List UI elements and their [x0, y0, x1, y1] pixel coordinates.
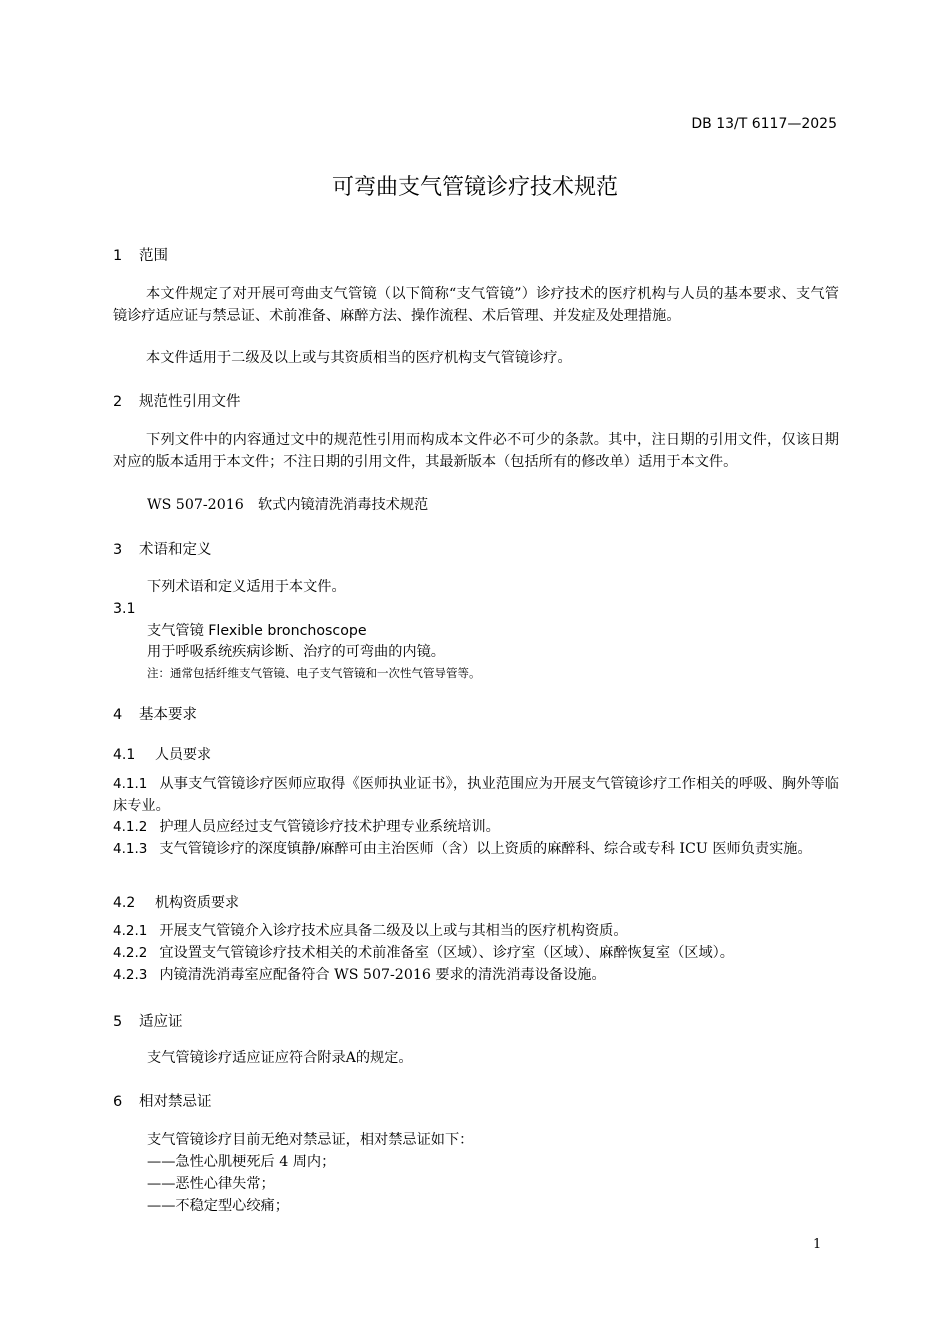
section-heading-6: 6 相对禁忌证: [113, 1094, 212, 1110]
section-heading-4: 4 基本要求: [113, 707, 197, 723]
document-number: DB 13/T 6117—2025: [691, 116, 837, 132]
term-note: 注：通常包括纤维支气管镜、电子支气管镜和一次性气管导管等。: [147, 666, 481, 680]
section-heading-1: 1 范围: [113, 248, 168, 264]
scope-applicability: 本文件适用于二级及以上或与其资质相当的医疗机构支气管镜诊疗。: [146, 350, 572, 366]
scope-paragraph: 本文件规定了对开展可弯曲支气管镜（以下简称“支气管镜”）诊疗技术的医疗机构与人员的基本要求、支气管镜诊疗适应证与禁忌证、术前准备、麻醉方法、操作流程、术后管理、并发症及处理措施。: [113, 286, 839, 324]
term-name: 支气管镜 Flexible bronchoscope: [147, 623, 367, 639]
clause-4-1-1: 4.1.1 从事支气管镜诊疗医师应取得《医师执业证书》，执业范围应为开展支气管镜诊疗工作相关的呼吸、胸外等临床专业。: [113, 776, 839, 814]
clause-4-2-1: 4.2.1 开展支气管镜介入诊疗技术应具备二级及以上或与其相当的医疗机构资质。: [113, 923, 628, 939]
page-title: 可弯曲支气管镜诊疗技术规范: [331, 175, 618, 200]
list-item: ——恶性心律失常；: [147, 1176, 275, 1192]
reference-item: WS 507-2016 软式内镜清洗消毒技术规范: [147, 497, 429, 513]
clause-4-2-2: 4.2.2 宜设置支气管镜诊疗技术相关的术前准备室（区域）、诊疗室（区域）、麻醉恢复室（区域）。: [113, 945, 734, 961]
term-number: 3.1: [113, 601, 136, 617]
subsection-heading-4-2: 4.2 机构资质要求: [113, 895, 239, 911]
section-heading-3: 3 术语和定义: [113, 542, 212, 558]
section-heading-5: 5 适应证: [113, 1014, 183, 1030]
contraindications-intro: 支气管镜诊疗目前无绝对禁忌证，相对禁忌证如下：: [147, 1132, 474, 1148]
indications-paragraph: 支气管镜诊疗适应证应符合附录A的规定。: [147, 1050, 413, 1066]
subsection-heading-4-1: 4.1 人员要求: [113, 747, 211, 763]
terms-intro: 下列术语和定义适用于本文件。: [147, 579, 346, 595]
clause-4-1-3: 4.1.3 支气管镜诊疗的深度镇静/麻醉可由主治医师（含）以上资质的麻醉科、综合或专科 ICU 医师负责实施。: [113, 841, 812, 857]
term-definition: 用于呼吸系统疾病诊断、治疗的可弯曲的内镜。: [147, 644, 445, 660]
list-item: ——不稳定型心绞痛；: [147, 1198, 289, 1214]
clause-4-1-2: 4.1.2 护理人员应经过支气管镜诊疗技术护理专业系统培训。: [113, 819, 500, 835]
references-paragraph: 下列文件中的内容通过文中的规范性引用而构成本文件必不可少的条款。其中，注日期的引用文件，仅该日期对应的版本适用于本文件；不注日期的引用文件，其最新版本（包括所有的修改单）适用于本文件。: [113, 432, 839, 470]
list-item: ——急性心肌梗死后 4 周内；: [147, 1154, 336, 1170]
section-heading-2: 2 规范性引用文件: [113, 394, 241, 410]
clause-4-2-3: 4.2.3 内镜清洗消毒室应配备符合 WS 507-2016 要求的清洗消毒设备设施。: [113, 967, 606, 983]
page-number: 1: [813, 1237, 822, 1252]
